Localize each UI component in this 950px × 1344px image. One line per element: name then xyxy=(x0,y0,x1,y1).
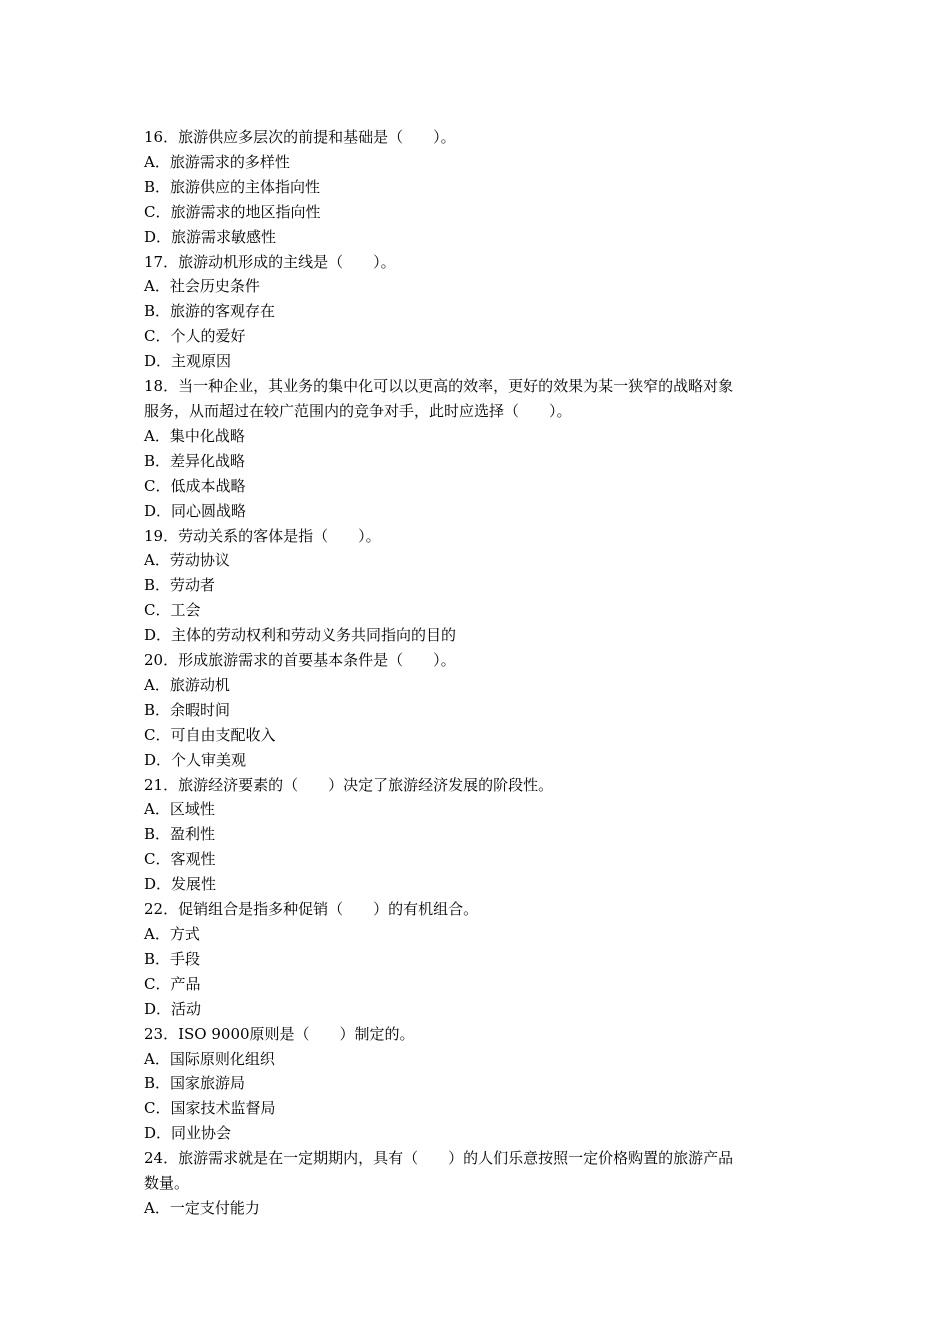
option-c: C．旅游需求的地区指向性 xyxy=(144,202,321,221)
option-d: D．同心圆战略 xyxy=(144,501,247,520)
option-d: D．同业协会 xyxy=(144,1124,232,1143)
option-a: A．劳动协议 xyxy=(144,551,230,570)
option-d: D．活动 xyxy=(144,999,202,1018)
option-b: B．旅游的客观存在 xyxy=(144,302,276,321)
question-24-stem-line1: 24．旅游需求就是在一定期期内，具有（ ）的人们乐意按照一定价格购置的旅游产品 xyxy=(144,1149,734,1168)
option-b: B．国家旅游局 xyxy=(144,1074,246,1093)
option-c: C．低成本战略 xyxy=(144,476,246,495)
option-b: B．余暇时间 xyxy=(144,700,231,719)
question-24-stem-line2: 数量。 xyxy=(144,1174,190,1193)
question-18-stem-line2: 服务，从而超过在较广范围内的竞争对手，此时应选择（ ）。 xyxy=(144,401,572,420)
option-a: A．方式 xyxy=(144,925,200,943)
option-c: C．工会 xyxy=(144,601,201,620)
option-b: B．差异化战略 xyxy=(144,451,246,470)
option-a: A．区域性 xyxy=(144,800,215,819)
option-b: B．手段 xyxy=(144,949,201,968)
option-c: C．个人的爱好 xyxy=(144,327,246,346)
option-d: D．主体的劳动权利和劳动义务共同指向的目的 xyxy=(144,626,457,645)
question-text xyxy=(144,125,814,1221)
option-d: D．主观原因 xyxy=(144,352,232,371)
option-a: A．一定支付能力 xyxy=(144,1198,260,1217)
question-20-stem: 20．形成旅游需求的首要基本条件是（ ）。 xyxy=(144,651,456,670)
question-22-stem: 22．促销组合是指多种促销（ ）的有机组合。 xyxy=(144,900,479,919)
option-c: C．产品 xyxy=(144,974,201,993)
question-16-stem: 16．旅游供应多层次的前提和基础是（ ）。 xyxy=(144,128,456,146)
option-c: C．国家技术监督局 xyxy=(144,1099,276,1118)
option-a: A．集中化战略 xyxy=(144,426,245,445)
option-a: A．旅游需求的多样性 xyxy=(144,152,290,171)
option-a: A．社会历史条件 xyxy=(144,277,260,296)
question-21-stem: 21．旅游经济要素的（ ）决定了旅游经济发展的阶段性。 xyxy=(144,775,554,794)
question-19-stem: 19．劳动关系的客体是指（ ）。 xyxy=(144,526,381,545)
option-c: C．可自由支配收入 xyxy=(144,725,276,744)
option-a: A．国际原则化组织 xyxy=(144,1049,275,1068)
option-d: D．旅游需求敏感性 xyxy=(144,227,277,246)
option-d: D．发展性 xyxy=(144,875,217,894)
option-a: A．旅游动机 xyxy=(144,675,230,694)
question-18-stem-line1: 18．当一种企业，其业务的集中化可以以更高的效率，更好的效果为某一狭窄的战略对象 xyxy=(144,377,734,396)
option-c: C．客观性 xyxy=(144,850,216,869)
question-17-stem: 17．旅游动机形成的主线是（ ）。 xyxy=(144,252,396,271)
question-23-stem: 23．ISO 9000原则是（ ）制定的。 xyxy=(144,1024,415,1043)
option-b: B．盈利性 xyxy=(144,825,216,844)
option-b: B．旅游供应的主体指向性 xyxy=(144,177,321,196)
option-d: D．个人审美观 xyxy=(144,750,247,769)
option-b: B．劳动者 xyxy=(144,576,216,595)
